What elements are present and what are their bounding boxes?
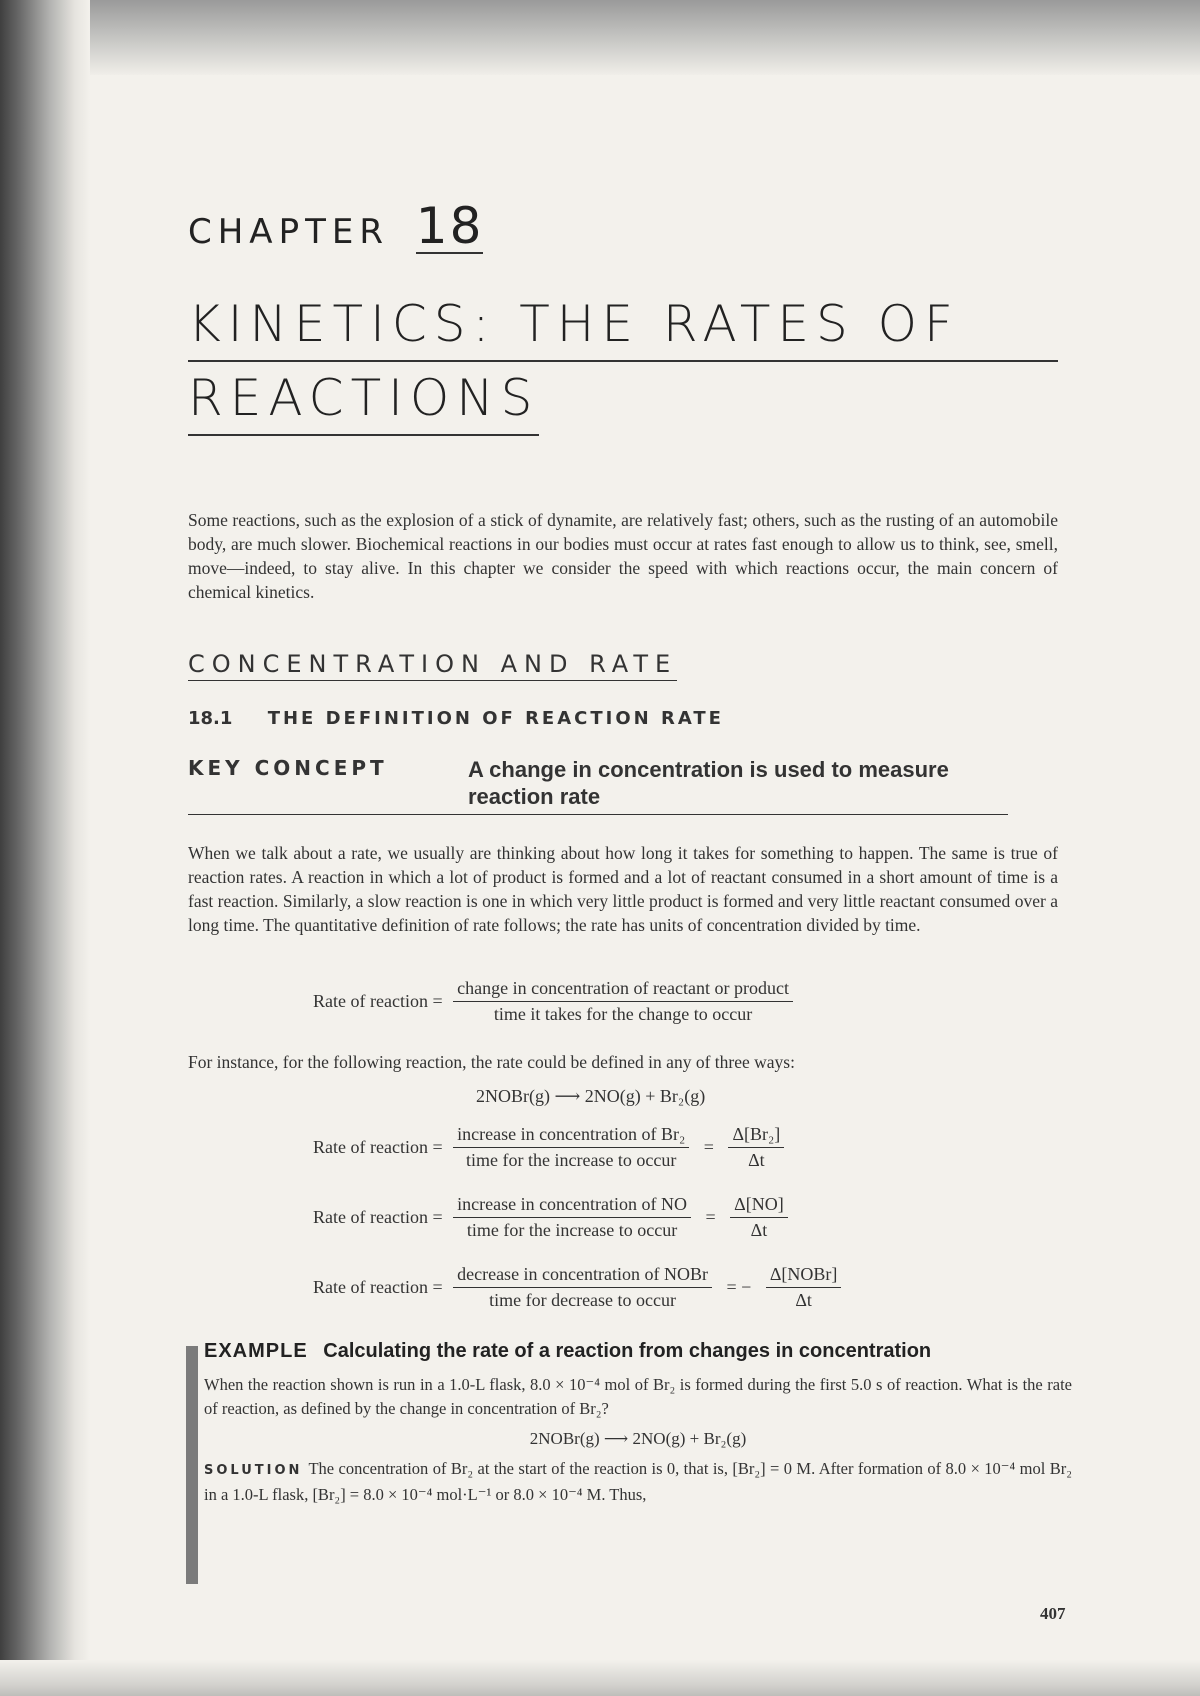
equation-lhs: Rate of reaction = <box>313 991 443 1011</box>
chapter-heading <box>188 197 484 255</box>
intro-paragraph: Some reactions, such as the explosion of a stick of dynamite, are relatively fast; others, such as the rusting of an automobile body, are much slower. Biochemical reactions in our bodies must occur at rates fast enough to allow us to think, see, smell, move—indeed, to stay alive. In this chapter we consider the speed with which reactions occur, the main concern of chemical kinetics. <box>188 510 1058 602</box>
example-problem-text: When the reaction shown is run in a 1.0-L flask, 8.0 × 10⁻⁴ mol of Br₂ is formed during the first 5.0 s of reaction. What is the rate of reaction, as defined by the change in concentration of Br₂? <box>204 1375 1072 1418</box>
rate-equation-nobr <box>313 1264 847 1311</box>
rate-definition-equation <box>313 978 799 1025</box>
equation-lhs: Rate of reaction = <box>313 1277 443 1297</box>
delta-denominator: Δt <box>748 1150 765 1170</box>
fraction-numerator: change in concentration of reactant or product <box>453 978 793 1002</box>
example-box <box>204 1340 1072 1507</box>
example-solution <box>204 1457 1072 1507</box>
key-concept-box <box>188 756 1008 815</box>
equation-lhs: Rate of reaction = <box>313 1207 443 1227</box>
rate-equation-br2 <box>313 1124 790 1171</box>
equation-fraction <box>453 1264 712 1311</box>
equals-sign: = <box>703 1137 714 1157</box>
scan-top-shadow <box>0 0 1200 75</box>
chapter-title <box>188 288 1058 436</box>
example-side-bar <box>186 1346 198 1584</box>
fraction-numerator: increase in concentration of NO <box>453 1194 691 1218</box>
body-paragraph-instance: For instance, for the following reaction, the rate could be defined in any of three ways: <box>188 1052 795 1072</box>
delta-denominator: Δt <box>795 1290 812 1310</box>
equation-fraction <box>453 1124 689 1171</box>
page-number: 407 <box>1040 1604 1066 1623</box>
equals-minus-sign: = − <box>726 1277 752 1297</box>
subsection-title: THE DEFINITION OF REACTION RATE <box>267 708 724 729</box>
example-reaction: 2NOBr(g) ⟶ 2NO(g) + Br₂(g) <box>529 1429 747 1448</box>
fraction-numerator: decrease in concentration of NOBr <box>453 1264 712 1288</box>
book-gutter-shadow <box>0 0 90 1696</box>
chapter-title-line-2: REACTIONS <box>188 362 539 436</box>
key-concept-label: KEY CONCEPT <box>188 756 388 780</box>
solution-label: SOLUTION <box>204 1463 303 1478</box>
fraction-denominator: time it takes for the change to occur <box>493 1004 753 1024</box>
body-paragraph-rates: When we talk about a rate, we usually are thinking about how long it takes for something to happen. The same is true of reaction rates. A reaction in which a lot of product is formed and a lot of reactant consumed in a short amount of time is a fast reaction. Similarly, a slow reaction is one in which very little product is formed and very little reactant consumed over a long time. The quantitative definition of rate follows; the rate has units of concentration divided by time. <box>188 843 1058 935</box>
delta-denominator: Δt <box>750 1220 768 1240</box>
fraction-numerator: increase in concentration of Br₂ <box>453 1124 689 1148</box>
fraction-denominator: time for the increase to occur <box>466 1220 678 1240</box>
fraction-denominator: time for the increase to occur <box>466 1150 677 1170</box>
fraction-denominator: time for decrease to occur <box>489 1290 677 1310</box>
chapter-number: 18 <box>415 197 484 255</box>
equals-sign: = <box>705 1207 716 1227</box>
subsection-number: 18.1 <box>188 708 233 729</box>
delta-fraction <box>766 1264 842 1311</box>
scan-bottom-shadow <box>0 1660 1200 1696</box>
delta-numerator: Δ[Br₂] <box>728 1124 784 1148</box>
delta-numerator: Δ[NOBr] <box>766 1264 842 1288</box>
example-title: Calculating the rate of a reaction from changes in concentration <box>323 1340 932 1362</box>
section-heading: CONCENTRATION AND RATE <box>188 650 677 681</box>
rate-equation-no <box>313 1194 794 1241</box>
delta-fraction <box>728 1124 784 1171</box>
equation-lhs: Rate of reaction = <box>313 1137 443 1157</box>
example-tag: EXAMPLE <box>204 1340 308 1362</box>
reaction-equation: 2NOBr(g) ⟶ 2NO(g) + Br₂(g) <box>476 1086 706 1106</box>
chapter-title-line-1: KINETICS: THE RATES OF <box>188 288 1058 362</box>
equation-fraction <box>453 978 793 1025</box>
chapter-label: CHAPTER <box>188 212 389 252</box>
example-heading <box>204 1340 1072 1363</box>
solution-text: The concentration of Br₂ at the start of the reaction is 0, that is, [Br₂] = 0 M. After formation of 8.0 × 10⁻⁴ mol Br₂ in a 1.0-L flask, [Br₂] = 8.0 × 10⁻⁴ mol·L⁻¹ or 8.0 × 10⁻⁴ M. Thus, <box>204 1459 1072 1504</box>
delta-numerator: Δ[NO] <box>730 1194 788 1218</box>
equation-fraction <box>453 1194 691 1241</box>
delta-fraction <box>730 1194 788 1241</box>
key-concept-text: A change in concentration is used to measure reaction rate <box>468 757 949 809</box>
subsection-heading <box>188 708 724 729</box>
